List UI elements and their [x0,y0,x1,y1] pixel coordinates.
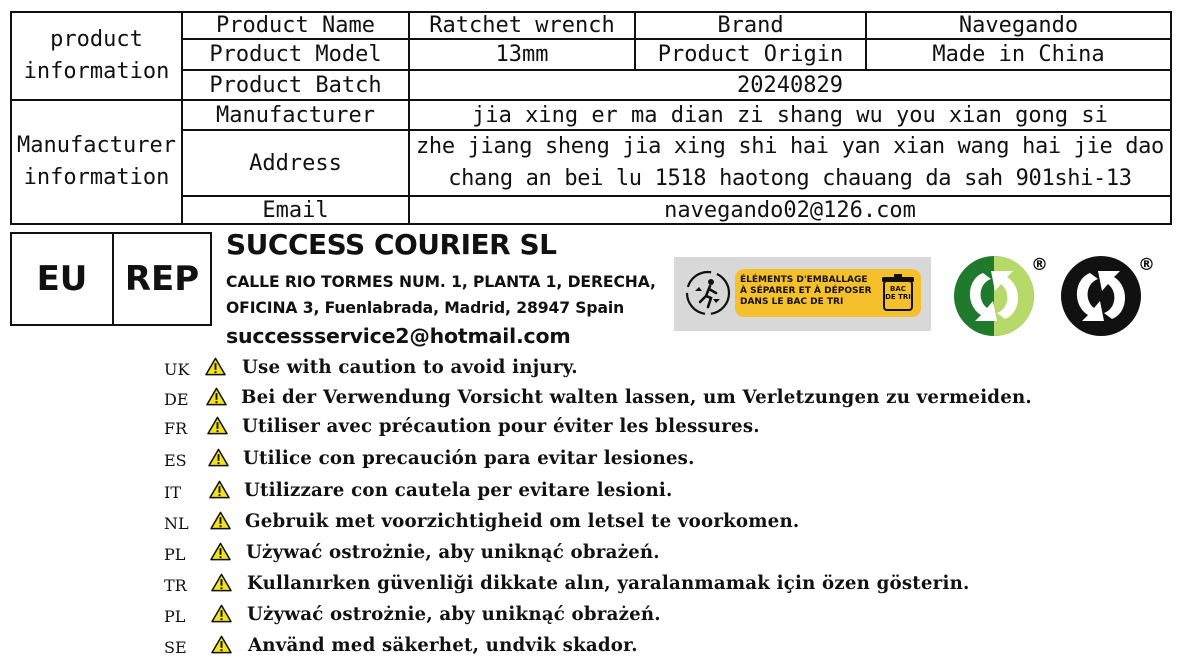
eu-rep-badge [10,232,212,326]
address-label: Address [182,130,409,196]
language-code: UK [164,360,190,379]
language-code: TR [164,576,187,595]
language-code: ES [164,451,187,470]
warning-triangle-icon [207,416,228,435]
registered-mark: ® [1031,255,1048,275]
product-name-value: Ratchet wrench [409,12,635,39]
eu-rep-address-line-2: OFICINA 3, Fuenlabrada, Madrid, 28947 Spain [226,299,625,317]
warning-text: Używać ostrożnie, aby uniknąć obrażeń. [246,542,660,563]
warning-text: Kullanırken güvenliği dikkate alın, yaralanmamak için özen gösterin. [247,573,970,594]
warning-text: Gebruik met voorzichtigheid om letsel te voorkomen. [245,511,800,532]
brand-value: Navegando [866,12,1171,39]
warning-triangle-icon [205,357,226,376]
triman-label-box [735,269,921,317]
eu-label: EU [12,234,114,324]
product-batch-label: Product Batch [182,70,409,100]
warning-text: Utilizzare con cautela per evitare lesioni. [244,480,673,501]
triman-recycling-badge [674,257,931,331]
warning-text: Używać ostrożnie, aby uniknąć obrażeń. [247,604,661,625]
triman-person-arrows-icon [684,269,732,317]
language-code: SE [164,638,187,657]
product-model-value: 13mm [409,39,635,70]
warning-triangle-icon [209,480,230,499]
warning-triangle-icon [211,635,232,654]
language-code: IT [164,483,181,502]
manufacturer-label: Manufacturer [182,100,409,130]
warning-triangle-icon [211,573,232,592]
triman-text: ÉLÉMENTS D'EMBALLAGE À SÉPARER ET À DÉPOSER DANS LE BAC DE TRI [740,275,872,307]
product-origin-value: Made in China [866,39,1171,70]
product-batch-value: 20240829 [409,70,1171,100]
product-information-group-label: product information [11,12,182,100]
warning-triangle-icon [210,542,231,561]
green-dot-icon [953,255,1035,337]
language-code: PL [164,545,186,564]
product-model-label: Product Model [182,39,409,70]
address-value: zhe jiang sheng jia xing shi hai yan xian wang hai jie dao chang an bei lu 1518 haotong chauang da sah 901shi-13 [409,130,1171,196]
product-origin-label: Product Origin [635,39,866,70]
email-label: Email [182,196,409,224]
warning-triangle-icon [206,387,227,406]
green-dot-black-icon [1060,255,1142,337]
warning-text: Use with caution to avoid injury. [242,357,578,378]
eu-rep-company-name: SUCCESS COURIER SL [226,228,557,261]
bin-label: BAC DE TRI [885,285,911,301]
product-name-label: Product Name [182,12,409,39]
rep-label: REP [124,259,200,299]
warning-text: Utiliser avec précaution pour éviter les blessures. [242,416,760,437]
manufacturer-value: jia xing er ma dian zi shang wu you xian gong si [409,100,1171,130]
brand-label: Brand [635,12,866,39]
warning-text: Använd med säkerhet, undvik skador. [248,635,638,656]
eu-rep-email: successservice2@hotmail.com [226,324,571,348]
warning-triangle-icon [208,448,229,467]
language-code: PL [164,607,186,626]
warning-triangle-icon [211,604,232,623]
product-info-table [10,11,1172,225]
language-code: FR [164,419,188,438]
language-code: DE [164,390,189,409]
email-value: navegando02@126.com [409,196,1171,224]
warning-text: Bei der Verwendung Vorsicht walten lassen, um Verletzungen zu vermeiden. [241,387,1032,408]
language-code: NL [164,514,189,533]
warning-triangle-icon [210,511,231,530]
registered-mark-2: ® [1138,255,1155,275]
eu-rep-address-line-1: CALLE RIO TORMES NUM. 1, PLANTA 1, DERECHA, [226,273,656,291]
manufacturer-information-group-label: Manufacturer information [11,100,182,224]
warning-text: Utilice con precaución para evitar lesiones. [243,448,695,469]
